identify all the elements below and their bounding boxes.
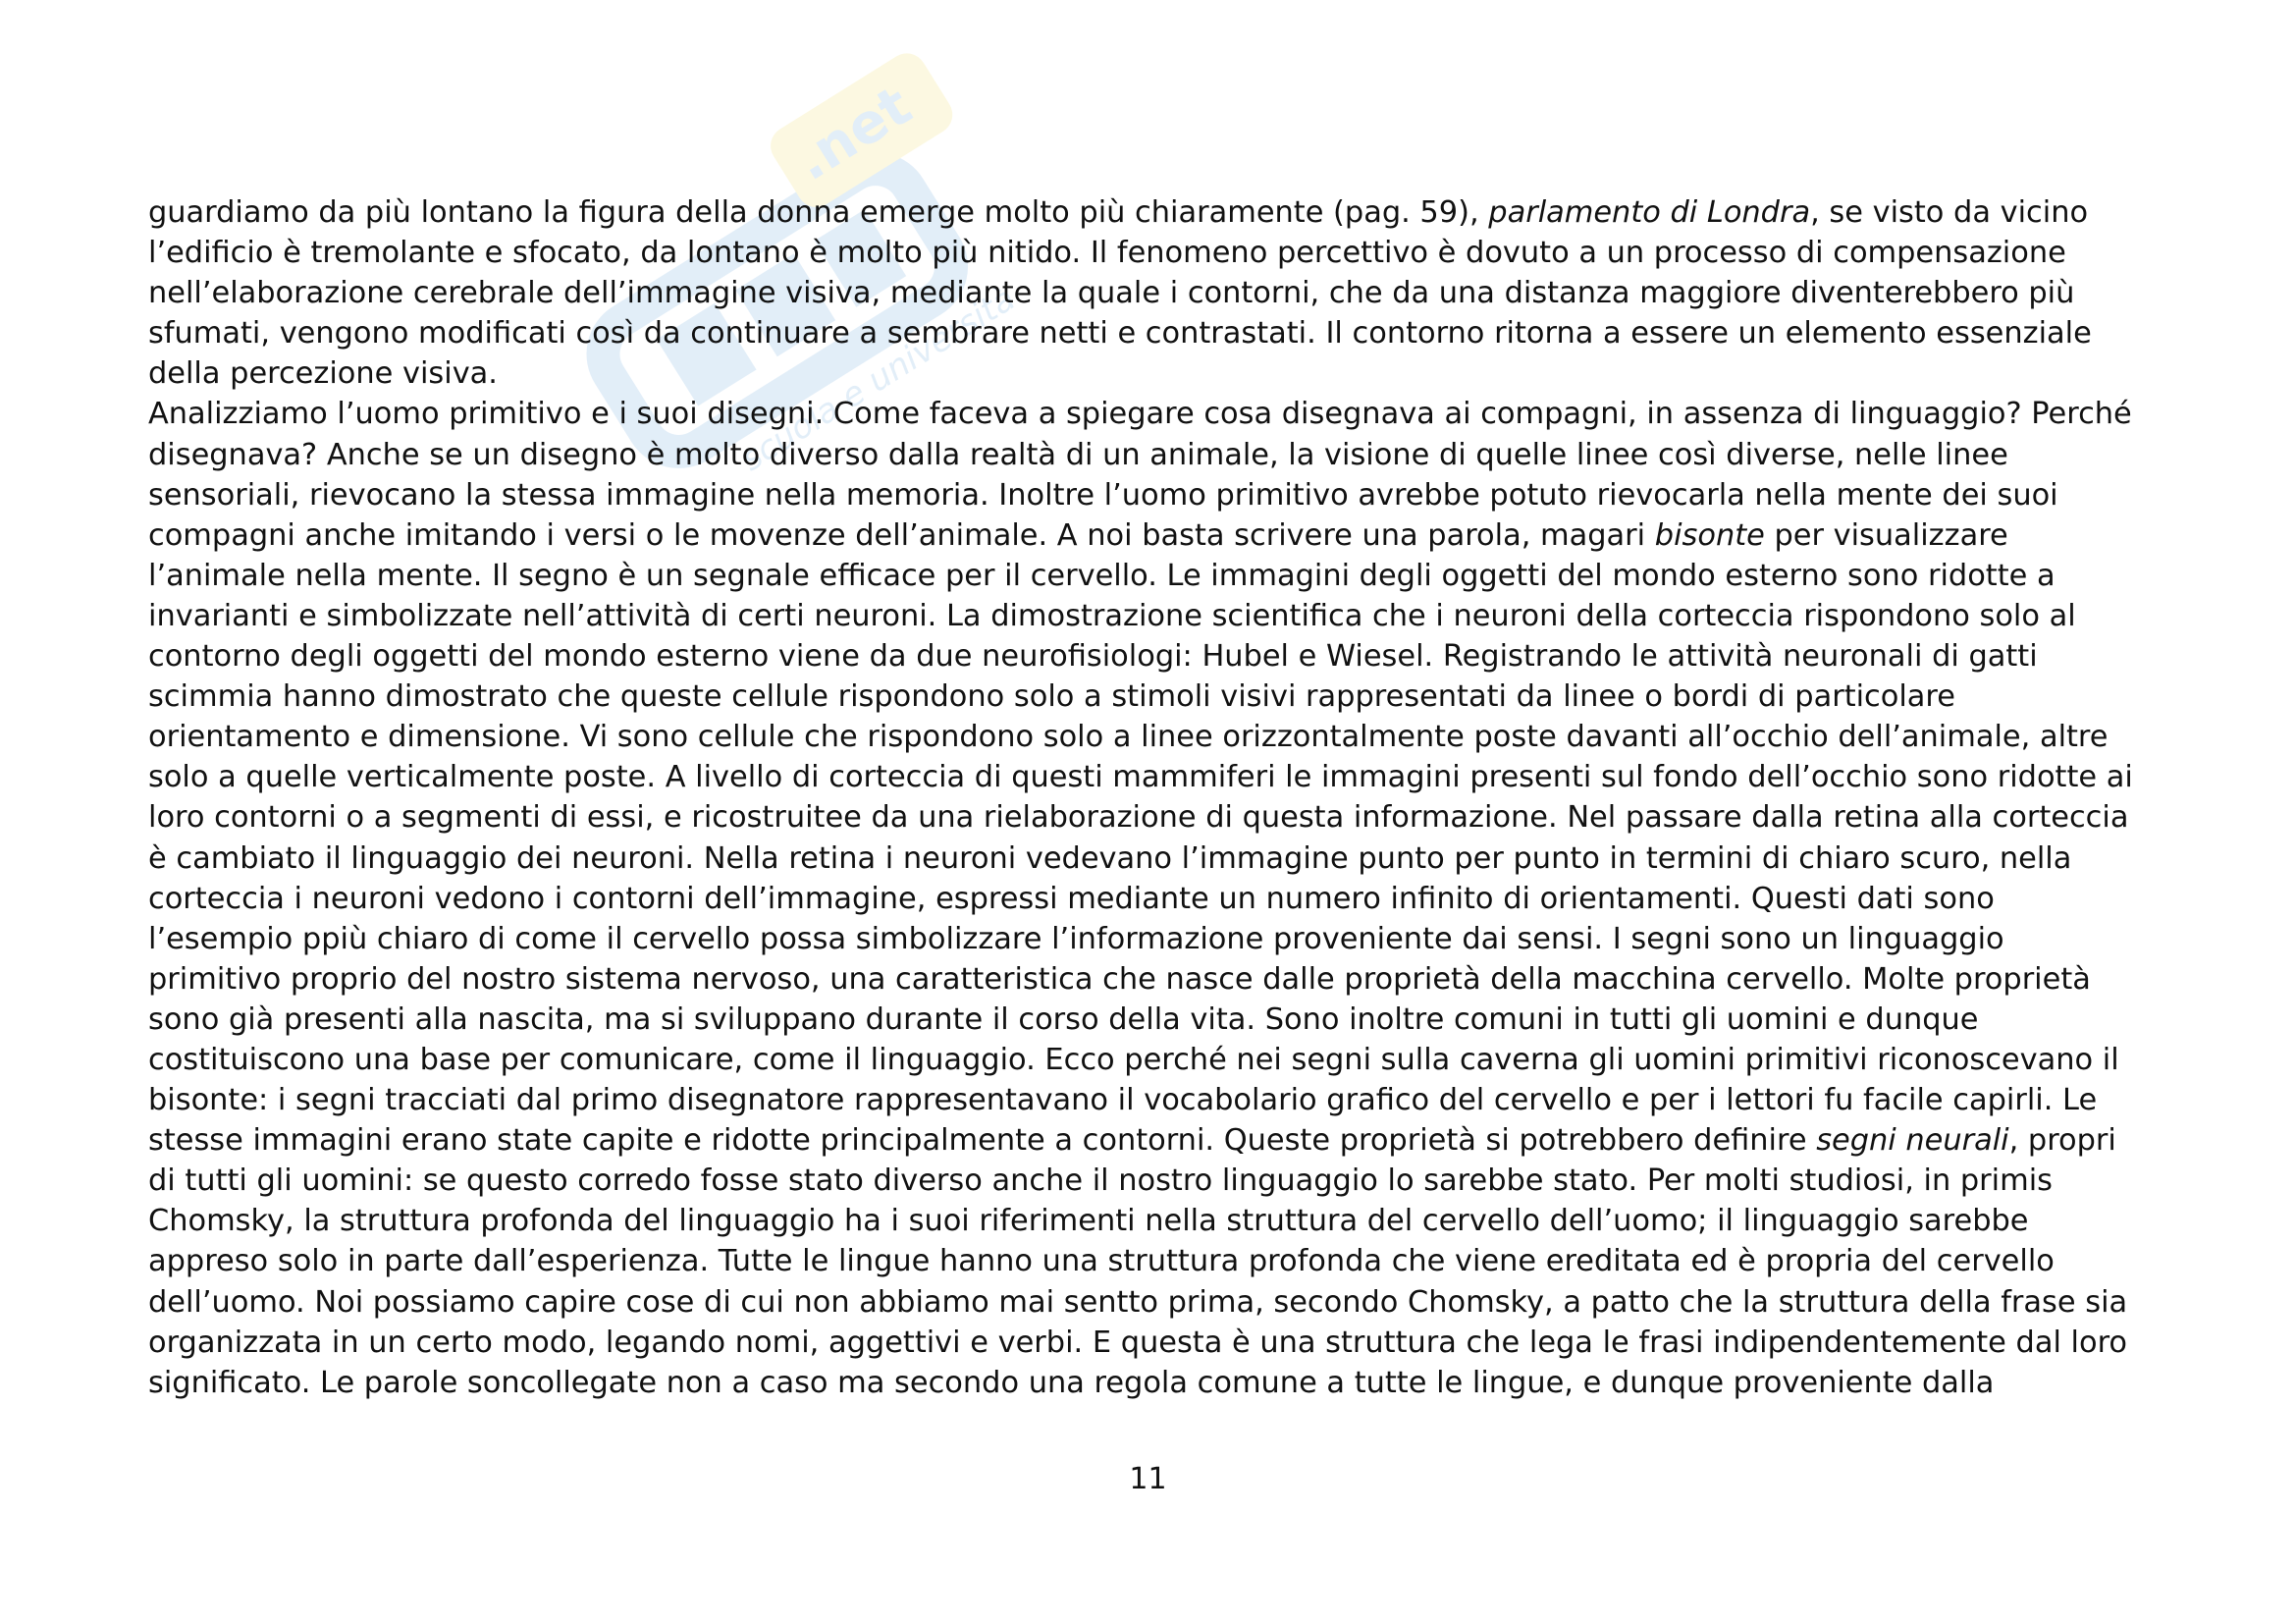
document-body xyxy=(148,192,2161,1403)
text-line xyxy=(148,757,2161,797)
text-segment: Analizziamo l’uomo primitivo e i suoi disegni. Come faceva a spiegare cosa disegnava ai compagni, in assenza di linguaggio? Perché xyxy=(148,397,2132,432)
text-segment: per visualizzare xyxy=(1764,517,2008,553)
text-line xyxy=(148,192,2161,233)
text-line xyxy=(148,879,2161,919)
text-segment: contorno degli oggetti del mondo esterno viene da due neurofisiologi: Hubel e Wiesel. Registrando le attività neuronali di gatti xyxy=(148,639,2038,675)
text-line xyxy=(148,394,2161,434)
text-segment: organizzata in un certo modo, legando nomi, aggettivi e verbi. E questa è una struttura che lega le frasi indipendentemente dal loro xyxy=(148,1325,2128,1360)
text-segment: l’edificio è tremolante e sfocato, da lontano è molto più nitido. Il fenomeno percettivo è dovuto a un processo di compensazione xyxy=(148,236,2066,271)
italic-text: segni neurali xyxy=(1816,1123,2009,1159)
text-segment: significato. Le parole soncollegate non a caso ma secondo una regola comune a tutte le lingue, e dunque proveniente dalla xyxy=(148,1365,1995,1400)
text-line xyxy=(148,1000,2161,1040)
watermark-tagline: scuola e università xyxy=(734,279,1023,479)
text-segment: solo a quelle verticalmente poste. A livello di corteccia di questi mammiferi le immagini presenti sul fondo dell’occhio sono ridotte ai xyxy=(148,760,2133,795)
text-line xyxy=(148,233,2161,273)
text-line xyxy=(148,1201,2161,1241)
text-segment: appreso solo in parte dall’esperienza. Tutte le lingue hanno una struttura profonda che viene ereditata ed è propria del cervello xyxy=(148,1244,2055,1279)
text-line xyxy=(148,435,2161,475)
text-line xyxy=(148,313,2161,353)
text-segment: corteccia i neuroni vedono i contorni dell’immagine, espressi mediante un numero infinito di orientamenti. Questi dati sono xyxy=(148,881,1995,916)
text-segment: , se visto da vicino xyxy=(1810,195,2089,230)
text-segment: primitivo proprio del nostro sistema nervoso, una caratteristica che nasce dalle proprietà della macchina cervello. Molte proprietà xyxy=(148,961,2091,997)
text-line xyxy=(148,1120,2161,1161)
text-segment: l’animale nella mente. Il segno è un segnale efficace per il cervello. Le immagini degli oggetti del mondo esterno sono ridotte a xyxy=(148,558,2056,593)
text-line xyxy=(148,1040,2161,1080)
text-line xyxy=(148,1161,2161,1201)
text-segment: disegnava? Anche se un disegno è molto diverso dalla realtà di un animale, la visione di quelle linee così diverse, nelle linee xyxy=(148,437,2008,472)
italic-text: parlamento di Londra xyxy=(1488,195,1811,230)
text-segment: è cambiato il linguaggio dei neuroni. Nella retina i neuroni vedevano l’immagine punto per punto in termini di chiaro scuro, nella xyxy=(148,840,2072,876)
text-line xyxy=(148,839,2161,879)
text-line xyxy=(148,1080,2161,1120)
text-segment: guardiamo da più lontano la figura della donna emerge molto più chiaramente (pag. 59), xyxy=(148,195,1489,230)
text-segment: nell’elaborazione cerebrale dell’immagine visiva, mediante la quale i contorni, che da una distanza maggiore diventerebbero più xyxy=(148,276,2075,311)
text-line xyxy=(148,959,2161,1000)
text-segment: dell’uomo. Noi possiamo capire cose di cui non abbiamo mai sentto prima, secondo Chomsky, a patto che la struttura della frase sia xyxy=(148,1284,2128,1320)
text-segment: sensoriali, rievocano la stessa immagine nella memoria. Inoltre l’uomo primitivo avrebbe potuto rievocarla nella mente dei suoi xyxy=(148,477,2058,513)
text-segment: sono già presenti alla nascita, ma si sviluppano durante il corso della vita. Sono inoltre comuni in tutti gli uomini e dunque xyxy=(148,1001,1979,1037)
text-segment: orientamento e dimensione. Vi sono cellule che rispondono solo a linee orizzontalmente poste davanti all’occhio dell’animale, altre xyxy=(148,720,2109,755)
text-line xyxy=(148,475,2161,515)
watermark-suffix: .net xyxy=(783,74,923,194)
text-segment: invarianti e simbolizzate nell’attività di certi neuroni. La dimostrazione scientifica che i neuroni della corteccia rispondono solo al xyxy=(148,598,2076,633)
text-segment: della percezione visiva. xyxy=(148,356,498,392)
text-line xyxy=(148,1241,2161,1281)
text-segment: loro contorni o a segmenti di essi, e ricostruitee da una rielaborazione di questa informazione. Nel passare dalla retina alla corteccia xyxy=(148,800,2129,836)
text-line xyxy=(148,919,2161,959)
text-line xyxy=(148,1323,2161,1363)
text-line xyxy=(148,596,2161,636)
page-number: 11 xyxy=(1129,1462,1167,1496)
text-line xyxy=(148,717,2161,757)
text-line xyxy=(148,676,2161,717)
text-segment: bisonte: i segni tracciati dal primo disegnatore rappresentavano il vocabolario grafico del cervello e per i lettori fu facile capirli. Le xyxy=(148,1083,2098,1118)
text-segment: compagni anche imitando i versi o le movenze dell’animale. A noi basta scrivere una parola, magari xyxy=(148,517,1655,553)
text-segment: l’esempio ppiù chiaro di come il cervello possa simbolizzare l’informazione proveniente dai sensi. I segni sono un linguaggio xyxy=(148,921,2004,956)
text-line xyxy=(148,556,2161,596)
text-line xyxy=(148,797,2161,838)
text-segment: sfumati, vengono modificati così da continuare a sembrare netti e contrastati. Il contorno ritorna a essere un elemento essenziale xyxy=(148,316,2092,352)
text-line xyxy=(148,1282,2161,1323)
text-segment: di tutti gli uomini: se questo corredo fosse stato diverso anche il nostro linguaggio lo sarebbe stato. Per molti studiosi, in primis xyxy=(148,1163,2053,1199)
text-segment: , propri xyxy=(2008,1123,2116,1159)
text-line xyxy=(148,353,2161,394)
italic-text: bisonte xyxy=(1654,517,1765,553)
text-line xyxy=(148,1363,2161,1403)
text-segment: costituiscono una base per comunicare, come il linguaggio. Ecco perché nei segni sulla caverna gli uomini primitivi riconoscevano il xyxy=(148,1042,2119,1077)
text-segment: scimmia hanno dimostrato che queste cellule rispondono solo a stimoli visivi rappresentati da linee o bordi di particolare xyxy=(148,679,1955,715)
text-line xyxy=(148,273,2161,313)
text-segment: stesse immagini erano state capite e ridotte principalmente a contorni. Queste proprietà si potrebbero definire xyxy=(148,1123,1817,1159)
text-segment: Chomsky, la struttura profonda del linguaggio ha i suoi riferimenti nella struttura del cervello dell’uomo; il linguaggio sarebbe xyxy=(148,1204,2029,1239)
text-line xyxy=(148,515,2161,556)
text-line xyxy=(148,636,2161,676)
